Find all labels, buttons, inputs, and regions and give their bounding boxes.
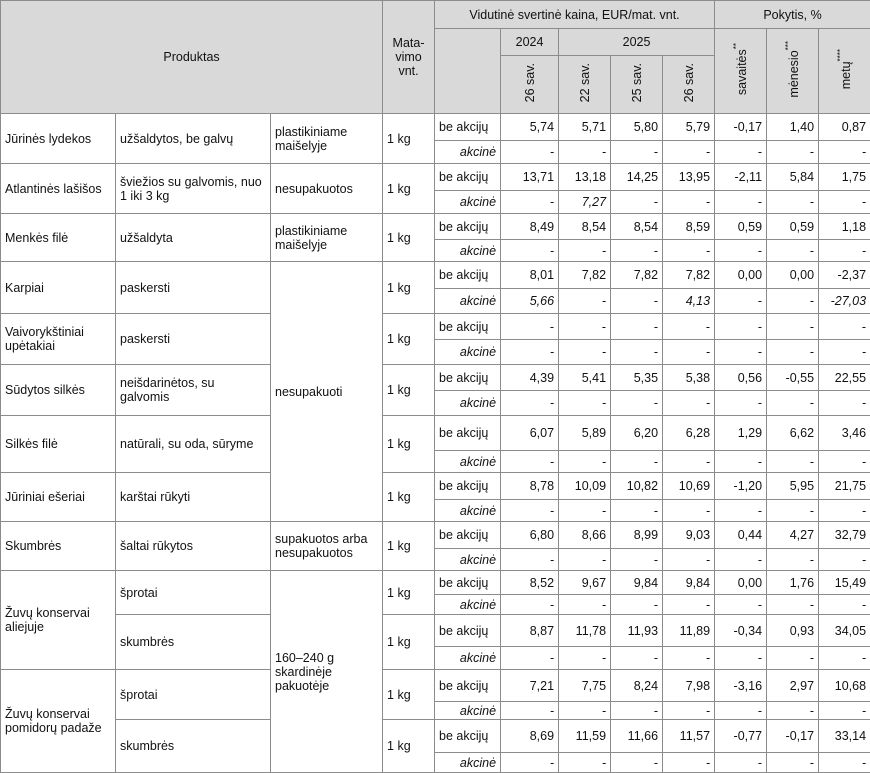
price-cell: 8,69: [501, 720, 559, 753]
promo-price-cell: -: [559, 240, 611, 262]
promo-price-cell: -: [819, 141, 870, 164]
promo-price-cell: -: [819, 549, 870, 571]
price-cell: 0,00: [715, 571, 767, 595]
unit-of-measure: 1 kg: [383, 365, 435, 416]
promo-price-cell: -: [715, 500, 767, 522]
promo-price-cell: -: [559, 141, 611, 164]
promo-price-cell: -: [559, 500, 611, 522]
price-cell: 5,84: [767, 164, 819, 191]
price-cell: 10,09: [559, 473, 611, 500]
promo-price-cell: -: [767, 451, 819, 473]
price-type-regular: be akcijų: [435, 314, 501, 340]
price-cell: 5,80: [611, 114, 663, 141]
price-cell: 11,57: [663, 720, 715, 753]
price-cell: 5,38: [663, 365, 715, 391]
price-cell: -0,17: [715, 114, 767, 141]
promo-price-cell: -: [501, 340, 559, 365]
price-cell: 0,59: [767, 214, 819, 240]
price-cell: 6,07: [501, 416, 559, 451]
price-type-promo: akcinė: [435, 702, 501, 720]
header-unit-line3: vnt.: [398, 64, 419, 78]
price-type-promo: akcinė: [435, 141, 501, 164]
promo-price-cell: -: [663, 500, 715, 522]
promo-price-cell: -: [611, 391, 663, 416]
table-row: [1, 214, 870, 240]
price-cell: 7,98: [663, 670, 715, 702]
price-cell: 7,82: [611, 262, 663, 289]
price-type-promo: akcinė: [435, 647, 501, 670]
promo-price-cell: -: [559, 647, 611, 670]
price-cell: 6,80: [501, 522, 559, 549]
price-cell: 9,67: [559, 571, 611, 595]
price-cell: 34,05: [819, 615, 870, 647]
promo-price-cell: -: [767, 595, 819, 615]
price-cell: 7,21: [501, 670, 559, 702]
price-cell: -1,20: [715, 473, 767, 500]
product-name: Atlantinės lašišos: [1, 164, 116, 214]
promo-price-cell: -: [559, 549, 611, 571]
product-name: Jūrinės lydekos: [1, 114, 116, 164]
header-change: Pokytis, %: [715, 1, 870, 29]
price-type-promo: akcinė: [435, 391, 501, 416]
header-weekly: [715, 29, 767, 114]
promo-price-cell: -: [715, 191, 767, 214]
header-yearly-label: metų: [839, 61, 854, 90]
promo-price-cell: -: [559, 702, 611, 720]
price-cell: -0,55: [767, 365, 819, 391]
price-cell: 15,49: [819, 571, 870, 595]
price-cell: 0,44: [715, 522, 767, 549]
product-description: skumbrės: [116, 615, 271, 670]
price-cell: 32,79: [819, 522, 870, 549]
price-cell: 5,79: [663, 114, 715, 141]
header-week-26a: 26 sav.: [501, 56, 559, 114]
promo-price-cell: -: [663, 753, 715, 773]
product-name: Sūdytos silkės: [1, 365, 116, 416]
price-type-regular: be akcijų: [435, 571, 501, 595]
header-monthly-label: mėnesio: [787, 50, 802, 98]
promo-price-cell: 4,13: [663, 289, 715, 314]
promo-price-cell: -: [767, 340, 819, 365]
promo-price-cell: -: [663, 451, 715, 473]
product-name: Jūriniai ešeriai: [1, 473, 116, 522]
price-cell: 9,84: [611, 571, 663, 595]
price-cell: 8,78: [501, 473, 559, 500]
price-cell: 8,54: [611, 214, 663, 240]
price-cell: -: [819, 314, 870, 340]
table-row: [1, 615, 870, 647]
price-cell: 8,99: [611, 522, 663, 549]
product-description: paskersti: [116, 314, 271, 365]
unit-of-measure: 1 kg: [383, 670, 435, 720]
price-cell: 7,82: [559, 262, 611, 289]
promo-price-cell: -: [501, 451, 559, 473]
price-cell: 2,97: [767, 670, 819, 702]
price-type-regular: be akcijų: [435, 473, 501, 500]
promo-price-cell: -: [501, 191, 559, 214]
promo-price-cell: -: [715, 340, 767, 365]
price-type-regular: be akcijų: [435, 262, 501, 289]
price-cell: -: [611, 314, 663, 340]
price-cell: 33,14: [819, 720, 870, 753]
promo-price-cell: -: [663, 391, 715, 416]
header-unit: [383, 1, 435, 114]
promo-price-cell: -: [501, 391, 559, 416]
price-cell: 3,46: [819, 416, 870, 451]
promo-price-cell: -: [501, 595, 559, 615]
price-cell: 0,00: [715, 262, 767, 289]
price-cell: 5,71: [559, 114, 611, 141]
header-week-26b: 26 sav.: [663, 56, 715, 114]
product-name: Žuvų konservai aliejuje: [1, 571, 116, 670]
price-type-regular: be akcijų: [435, 164, 501, 191]
price-cell: 10,68: [819, 670, 870, 702]
price-cell: 8,59: [663, 214, 715, 240]
promo-price-cell: -: [611, 500, 663, 522]
price-cell: 5,95: [767, 473, 819, 500]
price-cell: 8,24: [611, 670, 663, 702]
promo-price-cell: -: [819, 647, 870, 670]
promo-price-cell: -: [819, 595, 870, 615]
price-type-regular: be akcijų: [435, 416, 501, 451]
price-cell: 11,78: [559, 615, 611, 647]
price-type-promo: akcinė: [435, 240, 501, 262]
promo-price-cell: -: [501, 647, 559, 670]
promo-price-cell: -: [559, 595, 611, 615]
table-row: [1, 114, 870, 141]
price-cell: 7,82: [663, 262, 715, 289]
promo-price-cell: -: [819, 240, 870, 262]
promo-price-cell: -: [559, 289, 611, 314]
promo-price-cell: -27,03: [819, 289, 870, 314]
promo-price-cell: -: [663, 191, 715, 214]
price-type-promo: akcinė: [435, 289, 501, 314]
price-cell: 1,29: [715, 416, 767, 451]
promo-price-cell: 7,27: [559, 191, 611, 214]
price-cell: 6,20: [611, 416, 663, 451]
product-name: Žuvų konservai pomidorų padaže: [1, 670, 116, 773]
price-cell: 13,18: [559, 164, 611, 191]
promo-price-cell: -: [663, 702, 715, 720]
table-row: [1, 522, 870, 549]
promo-price-cell: -: [611, 289, 663, 314]
promo-price-cell: -: [715, 549, 767, 571]
promo-price-cell: -: [715, 702, 767, 720]
price-cell: -0,77: [715, 720, 767, 753]
price-type-promo: akcinė: [435, 191, 501, 214]
unit-of-measure: 1 kg: [383, 164, 435, 214]
table-row: [1, 473, 870, 500]
product-description: šaltai rūkytos: [116, 522, 271, 571]
table-row: [1, 720, 870, 753]
promo-price-cell: -: [663, 240, 715, 262]
promo-price-cell: -: [501, 702, 559, 720]
price-cell: -: [663, 314, 715, 340]
price-cell: 7,75: [559, 670, 611, 702]
price-type-regular: be akcijų: [435, 522, 501, 549]
promo-price-cell: -: [611, 549, 663, 571]
price-cell: 1,40: [767, 114, 819, 141]
price-cell: 8,01: [501, 262, 559, 289]
price-cell: 8,66: [559, 522, 611, 549]
table-row: [1, 262, 870, 289]
product-description: šprotai: [116, 571, 271, 615]
header-monthly-mark: ***: [783, 41, 793, 51]
header-weekly-label: savaitės: [735, 49, 750, 96]
product-description: šprotai: [116, 670, 271, 720]
unit-of-measure: 1 kg: [383, 720, 435, 773]
price-cell: 8,87: [501, 615, 559, 647]
price-cell: 9,84: [663, 571, 715, 595]
price-cell: 5,35: [611, 365, 663, 391]
promo-price-cell: -: [819, 702, 870, 720]
price-cell: 13,71: [501, 164, 559, 191]
header-monthly: [767, 29, 819, 114]
table-row: [1, 314, 870, 340]
product-name: Menkės filė: [1, 214, 116, 262]
table-body: [1, 114, 870, 773]
promo-price-cell: -: [767, 549, 819, 571]
price-type-promo: akcinė: [435, 451, 501, 473]
price-type-promo: akcinė: [435, 753, 501, 773]
product-name: Vaivorykštiniai upėtakiai: [1, 314, 116, 365]
unit-of-measure: 1 kg: [383, 522, 435, 571]
packaging: plastikiniame maišelyje: [271, 114, 383, 164]
table-row: [1, 164, 870, 191]
price-type-regular: be akcijų: [435, 670, 501, 702]
promo-price-cell: -: [559, 451, 611, 473]
price-cell: 11,89: [663, 615, 715, 647]
product-description: užšaldyta: [116, 214, 271, 262]
promo-price-cell: -: [611, 753, 663, 773]
price-cell: 0,87: [819, 114, 870, 141]
promo-price-cell: -: [715, 595, 767, 615]
promo-price-cell: -: [611, 191, 663, 214]
promo-price-cell: -: [663, 549, 715, 571]
table-row: [1, 365, 870, 391]
price-cell: 11,66: [611, 720, 663, 753]
promo-price-cell: -: [819, 391, 870, 416]
price-cell: -: [767, 314, 819, 340]
price-type-regular: be akcijų: [435, 720, 501, 753]
header-week-22: 22 sav.: [559, 56, 611, 114]
price-cell: 6,28: [663, 416, 715, 451]
promo-price-cell: -: [559, 340, 611, 365]
price-type-regular: be akcijų: [435, 615, 501, 647]
product-description: užšaldytos, be galvų: [116, 114, 271, 164]
promo-price-cell: -: [715, 451, 767, 473]
promo-price-cell: -: [611, 647, 663, 670]
packaging: 160–240 g skardinėje pakuotėje: [271, 571, 383, 773]
price-cell: -2,37: [819, 262, 870, 289]
price-type-promo: akcinė: [435, 340, 501, 365]
promo-price-cell: -: [715, 141, 767, 164]
header-unit-line1: Mata-: [392, 36, 425, 50]
header-week-25: 25 sav.: [611, 56, 663, 114]
promo-price-cell: -: [767, 500, 819, 522]
header-avg-price: Vidutinė svertinė kaina, EUR/mat. vnt.: [435, 1, 715, 29]
unit-of-measure: 1 kg: [383, 114, 435, 164]
product-description: karštai rūkyti: [116, 473, 271, 522]
price-cell: 9,03: [663, 522, 715, 549]
table-header: [1, 1, 870, 114]
price-cell: 14,25: [611, 164, 663, 191]
promo-price-cell: -: [715, 240, 767, 262]
price-cell: -0,34: [715, 615, 767, 647]
promo-price-cell: -: [767, 240, 819, 262]
product-description: skumbrės: [116, 720, 271, 773]
price-type-promo: akcinė: [435, 500, 501, 522]
price-cell: 4,27: [767, 522, 819, 549]
header-blank: [435, 29, 501, 114]
promo-price-cell: -: [501, 141, 559, 164]
promo-price-cell: -: [819, 191, 870, 214]
header-weekly-mark: **: [731, 43, 741, 50]
promo-price-cell: -: [501, 549, 559, 571]
promo-price-cell: -: [715, 647, 767, 670]
packaging: plastikiniame maišelyje: [271, 214, 383, 262]
price-cell: 11,93: [611, 615, 663, 647]
promo-price-cell: -: [559, 391, 611, 416]
price-type-regular: be akcijų: [435, 114, 501, 141]
promo-price-cell: -: [767, 753, 819, 773]
price-type-regular: be akcijų: [435, 365, 501, 391]
header-year-2024: 2024: [501, 29, 559, 56]
promo-price-cell: -: [819, 753, 870, 773]
table-row: [1, 571, 870, 595]
price-cell: 10,82: [611, 473, 663, 500]
promo-price-cell: -: [611, 451, 663, 473]
unit-of-measure: 1 kg: [383, 314, 435, 365]
header-yearly: [819, 29, 870, 114]
promo-price-cell: -: [767, 391, 819, 416]
product-name: Karpiai: [1, 262, 116, 314]
promo-price-cell: -: [819, 340, 870, 365]
promo-price-cell: -: [663, 340, 715, 365]
promo-price-cell: -: [715, 391, 767, 416]
header-yearly-mark: ****: [835, 49, 845, 62]
promo-price-cell: -: [767, 702, 819, 720]
header-year-2025: 2025: [559, 29, 715, 56]
promo-price-cell: -: [559, 753, 611, 773]
price-cell: 1,18: [819, 214, 870, 240]
price-cell: 21,75: [819, 473, 870, 500]
promo-price-cell: -: [819, 451, 870, 473]
price-cell: 5,89: [559, 416, 611, 451]
product-description: šviežios su galvomis, nuo 1 iki 3 kg: [116, 164, 271, 214]
promo-price-cell: -: [767, 141, 819, 164]
price-cell: 0,00: [767, 262, 819, 289]
price-cell: 1,75: [819, 164, 870, 191]
promo-price-cell: -: [663, 647, 715, 670]
promo-price-cell: -: [611, 240, 663, 262]
promo-price-cell: -: [767, 289, 819, 314]
product-description: paskersti: [116, 262, 271, 314]
promo-price-cell: -: [715, 289, 767, 314]
price-cell: 1,76: [767, 571, 819, 595]
promo-price-cell: -: [663, 595, 715, 615]
product-description: natūrali, su oda, sūryme: [116, 416, 271, 473]
header-product: Produktas: [1, 1, 383, 114]
product-name: Skumbrės: [1, 522, 116, 571]
promo-price-cell: -: [819, 500, 870, 522]
unit-of-measure: 1 kg: [383, 214, 435, 262]
table-row: [1, 670, 870, 702]
price-cell: 6,62: [767, 416, 819, 451]
product-description: neišdarinėtos, su galvomis: [116, 365, 271, 416]
promo-price-cell: -: [663, 141, 715, 164]
promo-price-cell: 5,66: [501, 289, 559, 314]
price-cell: 8,52: [501, 571, 559, 595]
price-cell: 4,39: [501, 365, 559, 391]
price-cell: 5,41: [559, 365, 611, 391]
promo-price-cell: -: [767, 647, 819, 670]
packaging: nesupakuoti: [271, 262, 383, 522]
price-type-promo: akcinė: [435, 549, 501, 571]
table-row: [1, 416, 870, 451]
packaging: supakuotos arba nesupakuotos: [271, 522, 383, 571]
price-cell: 8,54: [559, 214, 611, 240]
unit-of-measure: 1 kg: [383, 615, 435, 670]
unit-of-measure: 1 kg: [383, 571, 435, 615]
price-cell: 0,93: [767, 615, 819, 647]
packaging: nesupakuotos: [271, 164, 383, 214]
promo-price-cell: -: [611, 340, 663, 365]
price-cell: 10,69: [663, 473, 715, 500]
promo-price-cell: -: [501, 500, 559, 522]
promo-price-cell: -: [501, 753, 559, 773]
promo-price-cell: -: [611, 595, 663, 615]
promo-price-cell: -: [611, 141, 663, 164]
price-cell: -: [559, 314, 611, 340]
promo-price-cell: -: [715, 753, 767, 773]
price-cell: 11,59: [559, 720, 611, 753]
promo-price-cell: -: [501, 240, 559, 262]
promo-price-cell: -: [767, 191, 819, 214]
price-type-promo: akcinė: [435, 595, 501, 615]
unit-of-measure: 1 kg: [383, 416, 435, 473]
price-cell: -3,16: [715, 670, 767, 702]
price-cell: 0,56: [715, 365, 767, 391]
price-cell: 0,59: [715, 214, 767, 240]
promo-price-cell: -: [611, 702, 663, 720]
price-cell: 8,49: [501, 214, 559, 240]
unit-of-measure: 1 kg: [383, 473, 435, 522]
price-cell: -2,11: [715, 164, 767, 191]
price-cell: 22,55: [819, 365, 870, 391]
product-name: Silkės filė: [1, 416, 116, 473]
price-cell: -0,17: [767, 720, 819, 753]
price-cell: -: [501, 314, 559, 340]
unit-of-measure: 1 kg: [383, 262, 435, 314]
price-cell: -: [715, 314, 767, 340]
header-unit-line2: vimo: [395, 50, 422, 64]
price-cell: 5,74: [501, 114, 559, 141]
price-cell: 13,95: [663, 164, 715, 191]
price-type-regular: be akcijų: [435, 214, 501, 240]
